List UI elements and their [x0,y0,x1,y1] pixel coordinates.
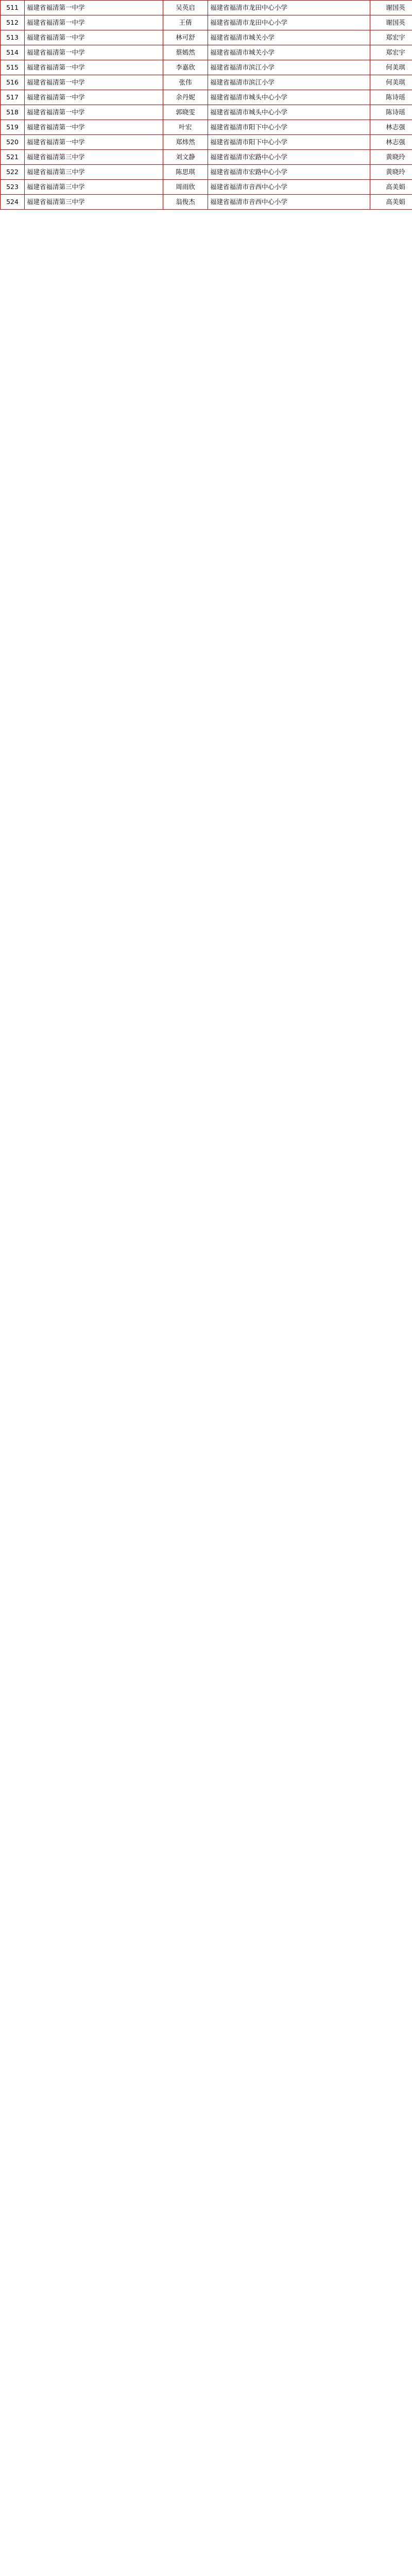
mentor-name: 陈诗瑶 [370,90,412,105]
target-school: 福建省福清市宏路中心小学 [208,150,370,165]
school-name: 福建省福清第三中学 [25,180,163,195]
mentor-name: 郑宏宇 [370,30,412,45]
row-number: 521 [1,150,25,165]
row-number: 522 [1,165,25,180]
row-number: 523 [1,180,25,195]
school-name: 福建省福清第一中学 [25,90,163,105]
school-name: 福建省福清第三中学 [25,150,163,165]
row-number: 513 [1,30,25,45]
table-row [1,195,412,210]
school-name: 福建省福清第一中学 [25,75,163,90]
school-name: 福建省福清第一中学 [25,45,163,60]
mentor-name: 谢国英 [370,15,412,30]
school-name: 福建省福清第三中学 [25,195,163,210]
table-row [1,135,412,150]
school-name: 福建省福清第一中学 [25,135,163,150]
table-row [1,30,412,45]
school-name: 福建省福清第一中学 [25,30,163,45]
row-number: 516 [1,75,25,90]
mentor-name: 陈诗瑶 [370,105,412,120]
row-number: 511 [1,1,25,15]
teacher-name: 蔡嫣然 [163,45,208,60]
table-row [1,105,412,120]
teacher-name: 周雨欣 [163,180,208,195]
teacher-name: 郭晓雯 [163,105,208,120]
table-row [1,1,412,15]
target-school: 福建省福清市城关小学 [208,45,370,60]
row-number: 518 [1,105,25,120]
target-school: 福建省福清市滨江小学 [208,60,370,75]
table-row [1,45,412,60]
mentor-name: 林志强 [370,120,412,135]
row-number: 515 [1,60,25,75]
teacher-name: 林可舒 [163,30,208,45]
mentor-name: 何美琪 [370,60,412,75]
row-number: 512 [1,15,25,30]
assignment-table [0,0,412,210]
table-row [1,90,412,105]
target-school: 福建省福清市阳下中心小学 [208,120,370,135]
row-number: 517 [1,90,25,105]
target-school: 福建省福清市音西中心小学 [208,195,370,210]
target-school: 福建省福清市城头中心小学 [208,90,370,105]
teacher-name: 翁俊杰 [163,195,208,210]
row-number: 514 [1,45,25,60]
mentor-name: 谢国英 [370,1,412,15]
teacher-name: 郑炜然 [163,135,208,150]
teacher-name: 王倩 [163,15,208,30]
target-school: 福建省福清市音西中心小学 [208,180,370,195]
row-number: 520 [1,135,25,150]
mentor-name: 高美娟 [370,180,412,195]
target-school: 福建省福清市龙田中心小学 [208,1,370,15]
table-row [1,15,412,30]
target-school: 福建省福清市宏路中心小学 [208,165,370,180]
teacher-name: 李嘉欣 [163,60,208,75]
teacher-name: 陈思琪 [163,165,208,180]
school-name: 福建省福清第一中学 [25,120,163,135]
target-school: 福建省福清市城头中心小学 [208,105,370,120]
mentor-name: 何美琪 [370,75,412,90]
table-row [1,165,412,180]
school-name: 福建省福清第一中学 [25,15,163,30]
school-name: 福建省福清第一中学 [25,1,163,15]
row-number: 519 [1,120,25,135]
teacher-name: 张伟 [163,75,208,90]
mentor-name: 黄晓玲 [370,150,412,165]
mentor-name: 郑宏宇 [370,45,412,60]
target-school: 福建省福清市龙田中心小学 [208,15,370,30]
mentor-name: 高美娟 [370,195,412,210]
table-row [1,120,412,135]
table-row [1,180,412,195]
target-school: 福建省福清市阳下中心小学 [208,135,370,150]
table-row [1,75,412,90]
school-name: 福建省福清第一中学 [25,105,163,120]
teacher-name: 余丹妮 [163,90,208,105]
row-number: 524 [1,195,25,210]
target-school: 福建省福清市城关小学 [208,30,370,45]
teacher-name: 刘文静 [163,150,208,165]
mentor-name: 林志强 [370,135,412,150]
school-name: 福建省福清第一中学 [25,60,163,75]
mentor-name: 黄晓玲 [370,165,412,180]
table-row [1,150,412,165]
target-school: 福建省福清市滨江小学 [208,75,370,90]
teacher-name: 吴英启 [163,1,208,15]
teacher-name: 叶宏 [163,120,208,135]
school-name: 福建省福清第三中学 [25,165,163,180]
table-row [1,60,412,75]
